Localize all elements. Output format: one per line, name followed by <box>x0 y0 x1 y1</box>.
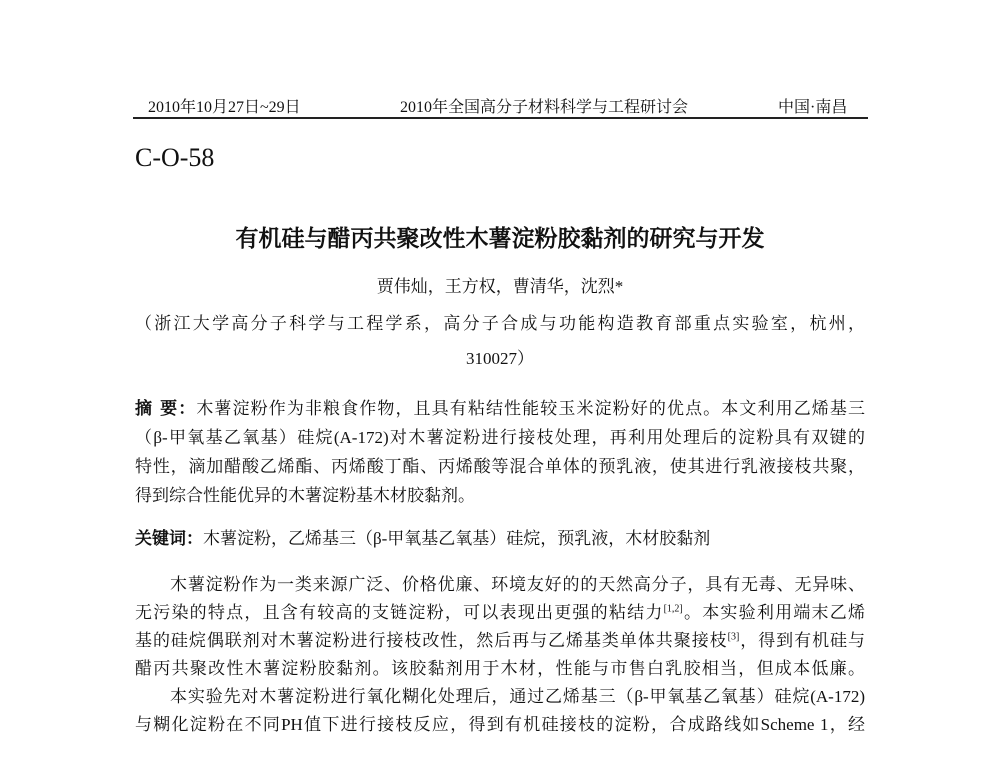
body-line: 与糊化淀粉在不同PH值下进行接枝反应，得到有机硅接枝的淀粉，合成路线如Scheme 1，经 <box>135 715 865 734</box>
citation: [3] <box>727 631 740 643</box>
affiliation-line: 310027） <box>466 349 534 368</box>
paper-title: 有机硅与醋丙共聚改性木薯淀粉胶黏剂的研究与开发 <box>235 226 765 252</box>
keywords <box>135 524 865 549</box>
body-text: 无污染的特点，且含有较高的支链淀粉，可以表现出更强的粘结力 <box>135 603 664 622</box>
abstract-label: 摘 要： <box>135 399 197 419</box>
header-date: 2010年10月27日~29日 <box>148 99 301 116</box>
header-rule <box>133 117 868 119</box>
body-line: 醋丙共聚改性木薯淀粉胶黏剂。该胶黏剂用于木材，性能与市售白乳胶相当，但成本低廉。 <box>135 659 865 678</box>
body-text: ，得到有机硅与 <box>739 631 866 650</box>
body-line: 木薯淀粉作为一类来源广泛、价格优廉、环境友好的的天然高分子，具有无毒、无异味、 <box>170 575 865 594</box>
abstract-line: 得到综合性能优异的木薯淀粉基木材胶黏剂。 <box>135 486 475 505</box>
abstract-text: 木薯淀粉作为非粮食作物，且具有粘结性能较玉米淀粉好的优点。本文利用乙烯基三 <box>196 399 865 418</box>
keywords-text: 木薯淀粉，乙烯基三（β-甲氧基乙氧基）硅烷，预乳液，木材胶黏剂 <box>203 529 711 548</box>
abstract-line <box>135 394 865 419</box>
abstract-line: （β-甲氧基乙氧基）硅烷(A-172)对木薯淀粉进行接枝处理，再利用处理后的淀粉具有双键的 <box>135 428 865 447</box>
body-text: 。本实验利用端末乙烯 <box>682 603 866 622</box>
citation: [1,2] <box>663 603 683 615</box>
paper-code: C-O-58 <box>135 143 215 172</box>
abstract-line: 特性，滴加醋酸乙烯酯、丙烯酸丁酯、丙烯酸等混合单体的预乳液，使其进行乳液接枝共聚， <box>135 457 865 476</box>
keywords-label: 关键词： <box>135 529 203 549</box>
body-text: 基的硅烷偶联剂对木薯淀粉进行接枝改性，然后再与乙烯基类单体共聚接枝 <box>135 631 728 650</box>
header-location: 中国·南昌 <box>778 99 848 116</box>
body-line <box>135 598 865 623</box>
body-line <box>135 626 865 651</box>
header-conference: 2010年全国高分子材料科学与工程研讨会 <box>400 99 689 116</box>
affiliation-line: （浙江大学高分子科学与工程学系，高分子合成与功能构造教育部重点实验室，杭州， <box>135 314 865 333</box>
authors: 贾伟灿，王方权，曹清华，沈烈* <box>376 277 624 296</box>
body-line: 本实验先对木薯淀粉进行氧化糊化处理后，通过乙烯基三（β-甲氧基乙氧基）硅烷(A-172) <box>170 687 865 706</box>
